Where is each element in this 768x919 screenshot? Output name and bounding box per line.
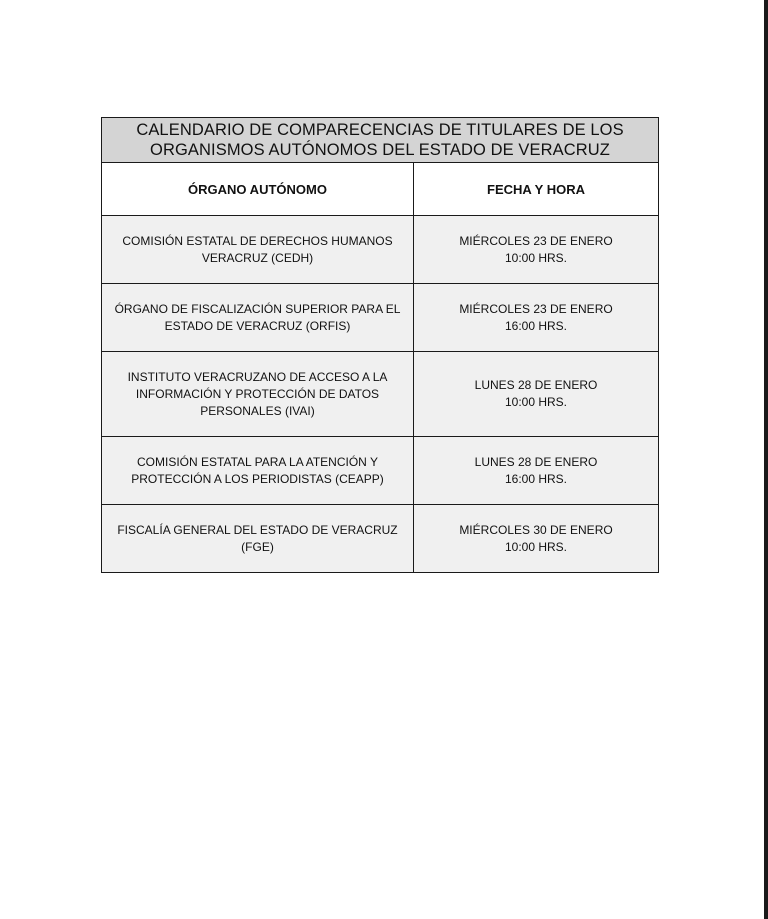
organo-line: COMISIÓN ESTATAL DE DERECHOS HUMANOS — [122, 233, 393, 248]
fecha-cell — [414, 216, 659, 284]
table-row — [102, 505, 659, 573]
column-header-fecha: FECHA Y HORA — [414, 163, 659, 216]
organo-cell — [102, 216, 414, 284]
organo-line: PERSONALES (IVAI) — [200, 403, 315, 418]
header-row — [102, 163, 659, 216]
organo-cell — [102, 352, 414, 437]
organo-line: INSTITUTO VERACRUZANO DE ACCESO A LA — [127, 369, 388, 384]
organo-line: ÓRGANO DE FISCALIZACIÓN SUPERIOR PARA EL — [114, 301, 401, 316]
table-title — [102, 118, 659, 163]
organo-cell — [102, 437, 414, 505]
fecha-line: LUNES 28 DE ENERO — [474, 378, 598, 392]
column-header-organo: ÓRGANO AUTÓNOMO — [102, 163, 414, 216]
organo-cell — [102, 505, 414, 573]
fecha-cell — [414, 352, 659, 437]
title-row — [102, 118, 659, 163]
fecha-line: 10:00 HRS. — [504, 250, 568, 265]
title-line: CALENDARIO DE COMPARECENCIAS DE TITULARES DE LOS — [136, 121, 624, 139]
fecha-line: 10:00 HRS. — [504, 539, 568, 554]
table-row — [102, 352, 659, 437]
schedule-table — [101, 117, 659, 573]
fecha-line: MIÉRCOLES 23 DE ENERO — [459, 233, 613, 248]
title-line: ORGANISMOS AUTÓNOMOS DEL ESTADO DE VERACRUZ — [150, 141, 610, 159]
fecha-cell — [414, 437, 659, 505]
organo-line: COMISIÓN ESTATAL PARA LA ATENCIÓN Y — [137, 454, 378, 469]
table-row — [102, 437, 659, 505]
fecha-line: MIÉRCOLES 30 DE ENERO — [459, 522, 613, 537]
fecha-line: 16:00 HRS. — [504, 318, 568, 333]
fecha-cell — [414, 284, 659, 352]
fecha-cell — [414, 505, 659, 573]
organo-line: FISCALÍA GENERAL DEL ESTADO DE VERACRUZ (FGE) — [117, 522, 398, 554]
fecha-line: MIÉRCOLES 23 DE ENERO — [459, 301, 613, 316]
table-row — [102, 216, 659, 284]
organo-cell — [102, 284, 414, 352]
table-row — [102, 284, 659, 352]
organo-line: INFORMACIÓN Y PROTECCIÓN DE DATOS — [135, 386, 380, 401]
organo-line: VERACRUZ (CEDH) — [201, 250, 314, 265]
organo-line: ESTADO DE VERACRUZ (ORFIS) — [164, 318, 351, 333]
page-edge-border — [764, 0, 768, 919]
fecha-line: 10:00 HRS. — [504, 395, 568, 409]
fecha-line: LUNES 28 DE ENERO — [474, 454, 598, 469]
fecha-line: 16:00 HRS. — [504, 471, 568, 486]
organo-line: PROTECCIÓN A LOS PERIODISTAS (CEAPP) — [131, 471, 384, 486]
